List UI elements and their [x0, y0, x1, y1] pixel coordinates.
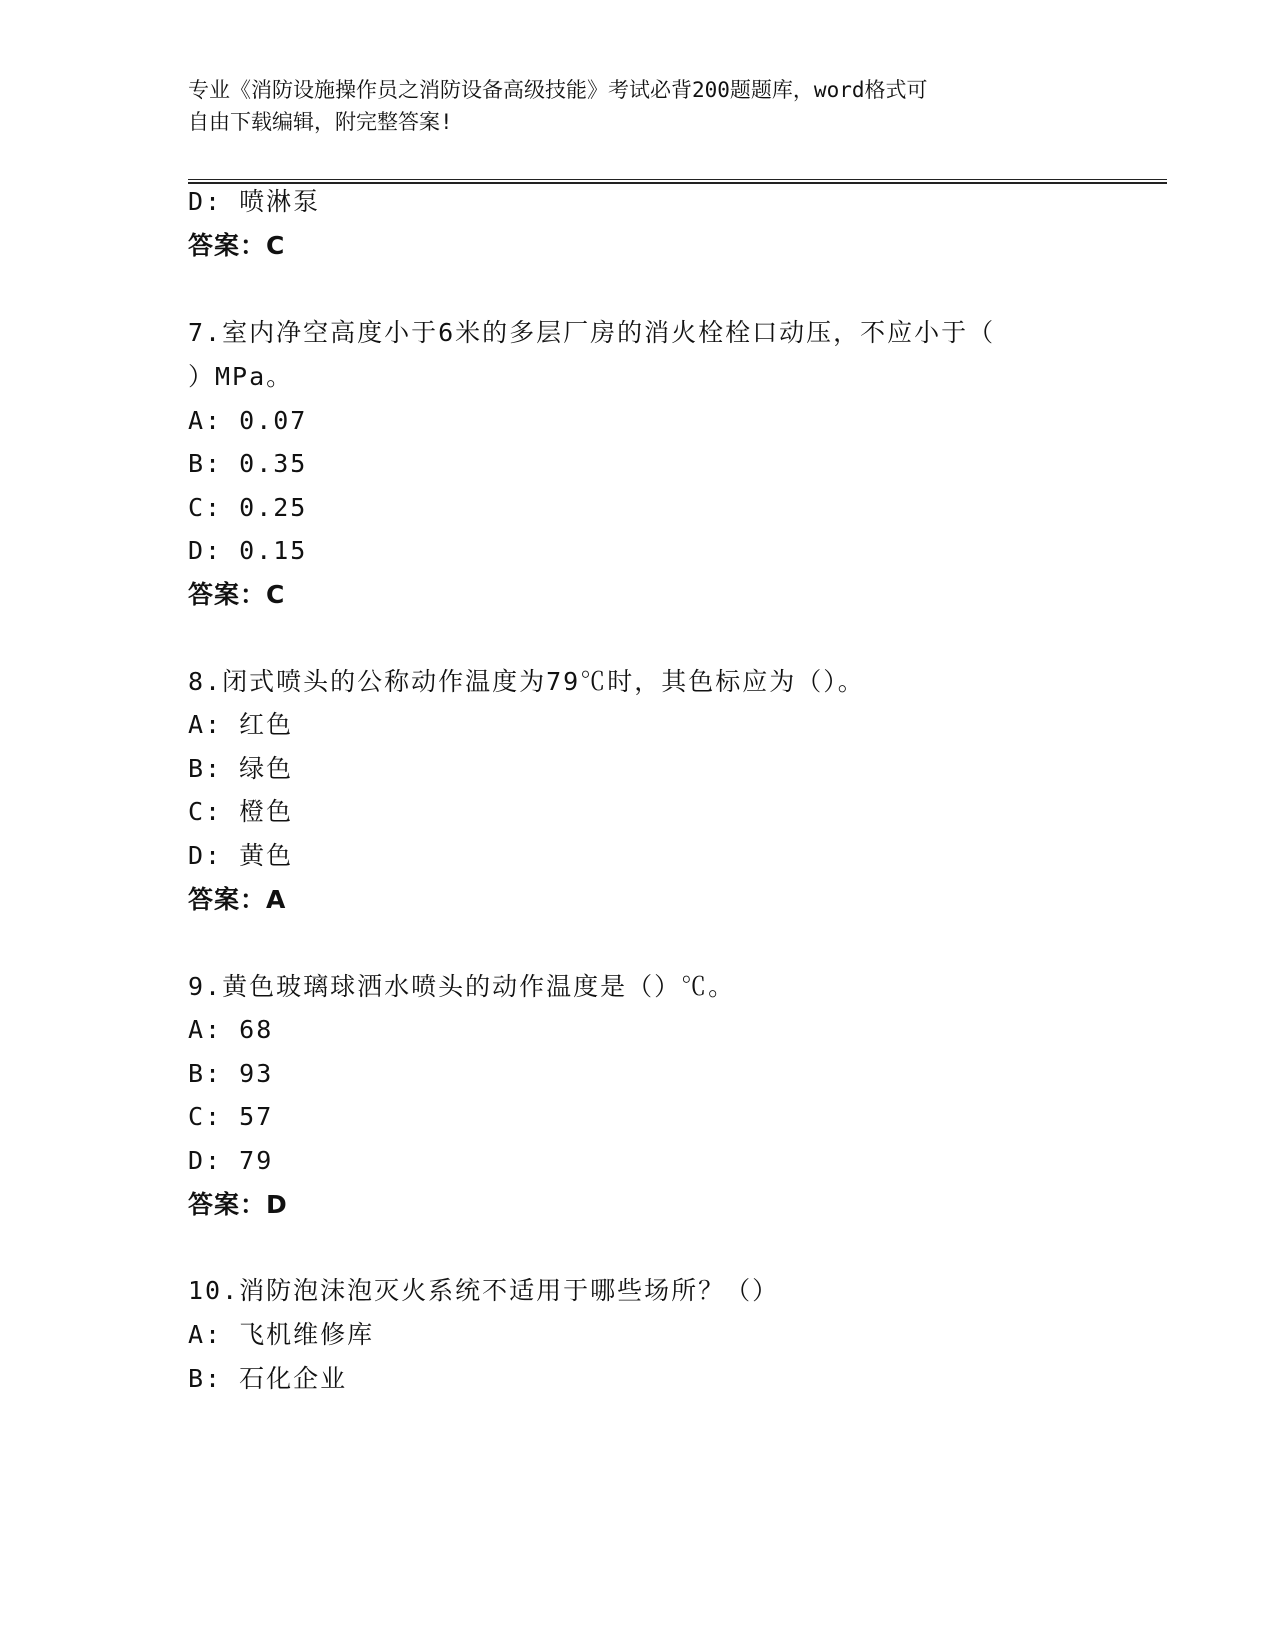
- q7-option-d: D: 0.15: [188, 536, 308, 565]
- header-line-1: 专业《消防设施操作员之消防设备高级技能》考试必背200题题库，word格式可: [188, 78, 928, 102]
- q10-option-b: B: 石化企业: [188, 1364, 348, 1393]
- q9-option-d: D: 79: [188, 1146, 274, 1175]
- q7-option-b: B: 0.35: [188, 449, 308, 478]
- q10-stem: 10.消防泡沫泡灭火系统不适用于哪些场所？（）: [188, 1276, 780, 1305]
- q7-option-a: A: 0.07: [188, 406, 308, 435]
- q9-option-b: B: 93: [188, 1059, 274, 1088]
- prev-answer: 答案：C: [188, 231, 286, 260]
- document-header: [188, 74, 1088, 138]
- q9-option-a: A: 68: [188, 1015, 274, 1044]
- q7-answer: 答案：C: [188, 580, 286, 609]
- q8-option-b: B: 绿色: [188, 754, 294, 783]
- q9-option-c: C: 57: [188, 1102, 274, 1131]
- header-divider: [188, 179, 1167, 184]
- q8-option-a: A: 红色: [188, 710, 294, 739]
- q9-stem: 9.黄色玻璃球洒水喷头的动作温度是（）℃。: [188, 972, 736, 1001]
- q8-option-d: D: 黄色: [188, 841, 294, 870]
- q8-stem: 8.闭式喷头的公称动作温度为79℃时，其色标应为（）。: [188, 667, 865, 696]
- q10-option-a: A: 飞机维修库: [188, 1320, 375, 1349]
- q7-stem-line-1: 7.室内净空高度小于6米的多层厂房的消火栓栓口动压，不应小于（: [188, 318, 996, 347]
- q8-answer: 答案：A: [188, 885, 287, 914]
- q7-option-c: C: 0.25: [188, 493, 308, 522]
- header-line-2: 自由下载编辑，附完整答案!: [188, 110, 453, 134]
- q9-answer: 答案：D: [188, 1190, 288, 1219]
- q7-stem-line-2: ）MPa。: [188, 362, 294, 391]
- prev-option-d: D: 喷淋泵: [188, 187, 321, 216]
- q8-option-c: C: 橙色: [188, 797, 294, 826]
